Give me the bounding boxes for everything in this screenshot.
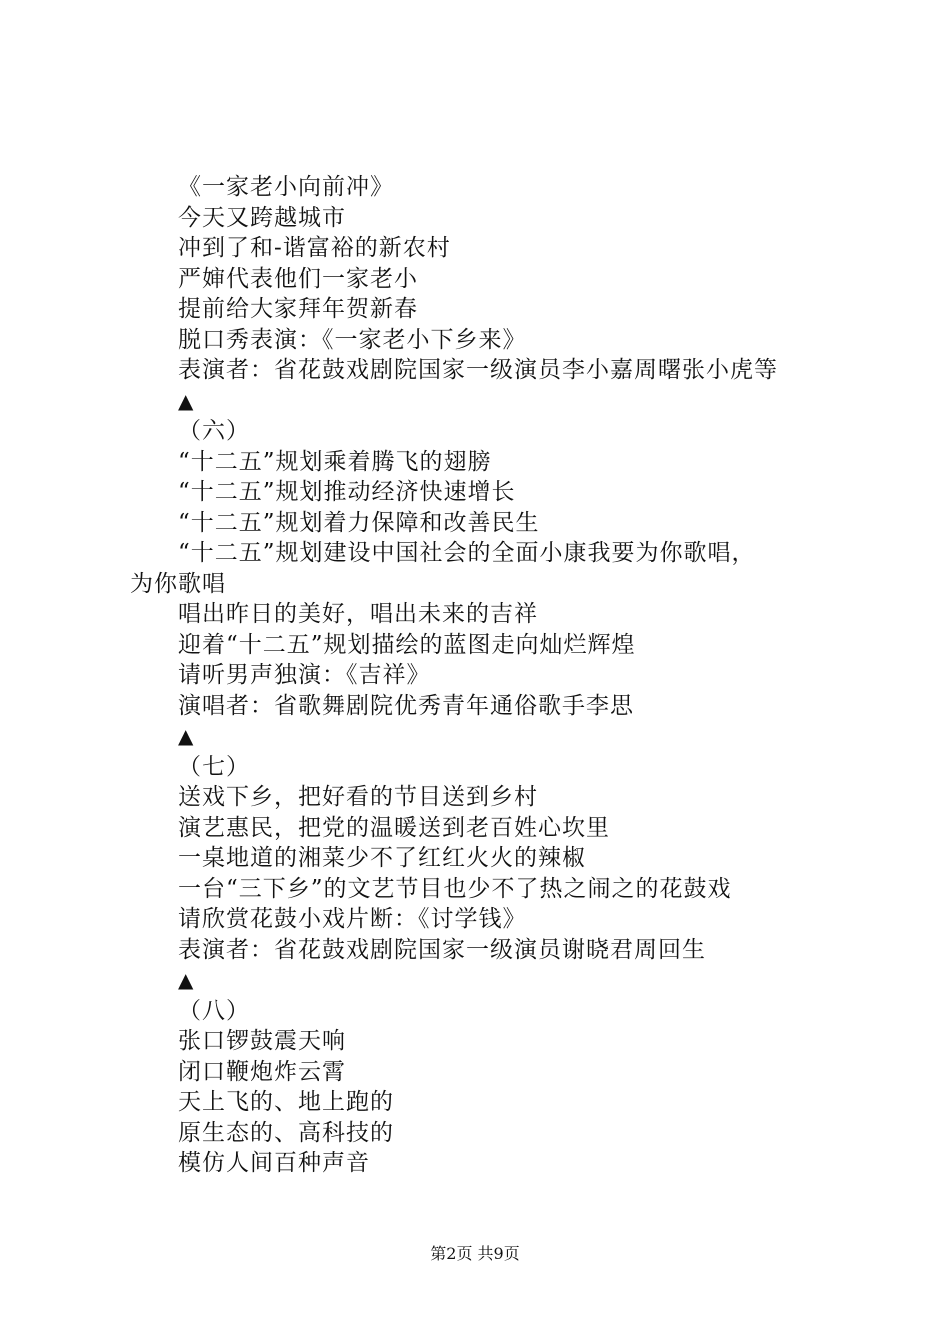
text-line: 一台“三下乡”的文艺节目也少不了热之闹之的花鼓戏 <box>178 875 732 902</box>
text-line: 演唱者：省歌舞剧院优秀青年通俗歌手李思 <box>178 692 634 719</box>
text-line: 《一家老小向前冲》 <box>178 174 394 200</box>
text-line: 闭口鞭炮炸云霄 <box>178 1058 346 1085</box>
text-line: （七） <box>178 753 250 780</box>
text-line: 一桌地道的湘菜少不了红红火火的辣椒 <box>178 845 586 871</box>
text-line: 冲到了和-谐富裕的新农村 <box>178 235 451 261</box>
text-line: （八） <box>178 997 250 1024</box>
text-line: 脱口秀表演：《一家老小下乡来》 <box>178 326 527 353</box>
text-line: 原生态的、高科技的 <box>178 1119 394 1146</box>
text-line: 天上飞的、地上跑的 <box>178 1089 394 1115</box>
text-line: 表演者：省花鼓戏剧院国家一级演员谢晓君周回生 <box>178 936 706 963</box>
text-line: （六） <box>178 418 250 444</box>
text-line: 严婶代表他们一家老小 <box>178 265 418 292</box>
text-line: 迎着“十二五”规划描绘的蓝图走向灿烂辉煌 <box>178 631 636 658</box>
section-marker: ▲ <box>178 724 195 748</box>
text-line: 演艺惠民，把党的温暖送到老百姓心坎里 <box>178 814 610 841</box>
section-marker: ▲ <box>178 388 195 413</box>
document-body <box>130 172 830 1179</box>
section-marker: ▲ <box>178 968 195 992</box>
text-line: 张口锣鼓震天响 <box>178 1028 346 1054</box>
text-line: 模仿人间百种声音 <box>178 1150 370 1176</box>
text-line: 提前给大家拜年贺新春 <box>178 296 418 322</box>
text-line: 请听男声独演：《吉祥》 <box>178 662 431 688</box>
text-line: 今天又跨越城市 <box>178 204 346 231</box>
page-footer: 第2页 共9页 <box>430 1244 520 1263</box>
text-line: 表演者：省花鼓戏剧院国家一级演员李小嘉周曙张小虎等 <box>178 357 778 383</box>
text-line: “十二五”规划乘着腾飞的翅膀 <box>178 448 492 475</box>
text-line: 唱出昨日的美好，唱出未来的吉祥 <box>178 601 538 627</box>
text-line: “十二五”规划建设中国社会的全面小康我要为你歌唱， <box>178 540 756 566</box>
text-line: “十二五”规划着力保障和改善民生 <box>178 509 540 536</box>
text-line: 请欣赏花鼓小戏片断：《讨学钱》 <box>178 906 527 932</box>
text-line: 送戏下乡，把好看的节目送到乡村 <box>178 784 538 810</box>
text-line: “十二五”规划推动经济快速增长 <box>178 479 516 505</box>
text-line: 为你歌唱 <box>130 570 226 597</box>
